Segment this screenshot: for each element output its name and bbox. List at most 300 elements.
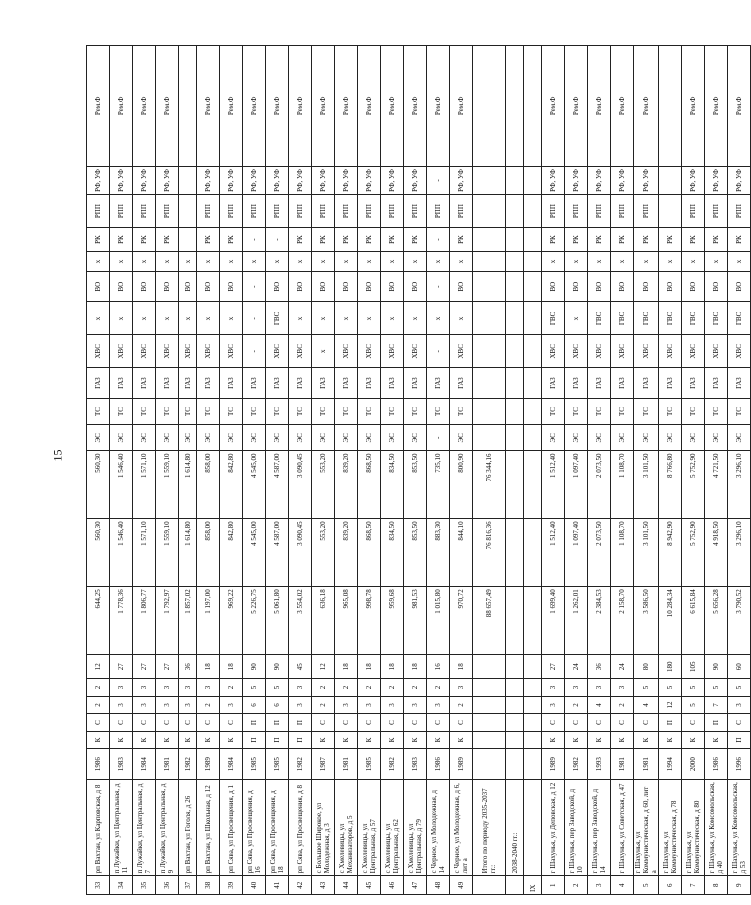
table-cell: 12 — [87, 655, 110, 679]
table-cell: 4 — [634, 696, 659, 714]
area-cell: 3 090,45 — [289, 451, 312, 519]
table-cell: х — [289, 302, 312, 335]
table-cell: 27 — [156, 655, 179, 679]
table-row — [728, 46, 751, 895]
table-cell: С — [611, 714, 634, 732]
table-cell: х — [682, 252, 705, 272]
table-cell: Рем.Ф — [197, 46, 220, 167]
area-cell: 1 614,80 — [179, 451, 197, 519]
table-cell: РК — [542, 228, 565, 252]
area-cell: 5 752,90 — [682, 451, 705, 519]
rows-2035-2037 — [87, 46, 473, 895]
table-cell: РК — [682, 228, 705, 252]
area-cell: 1 108,70 — [611, 451, 634, 519]
table-cell: РК — [381, 228, 404, 252]
table-cell: ВО — [156, 271, 179, 302]
table-cell — [506, 335, 524, 368]
table-cell: РК — [220, 228, 243, 252]
table-cell: ЭС — [243, 425, 266, 451]
table-cell — [524, 749, 542, 780]
table-cell: 18 — [358, 655, 381, 679]
table-cell: С — [220, 714, 243, 732]
table-cell — [473, 876, 506, 895]
table-cell: РК — [450, 228, 473, 252]
area-cell: 5 752,90 — [682, 519, 705, 587]
table-cell: ГАЗ — [542, 368, 565, 399]
address-cell: г Шахунья, ул Советская, д 47 — [611, 780, 634, 876]
table-cell: 3 — [728, 696, 751, 714]
address-cell: рп Сява, ул Просвещения, д 8 — [289, 780, 312, 876]
table-cell: х — [110, 302, 133, 335]
table-cell: 2 — [335, 679, 358, 697]
table-cell: ТС — [705, 398, 728, 424]
table-cell: 1982 — [565, 749, 588, 780]
table-cell: х — [312, 302, 335, 335]
address-cell: п Лужайки, ул Центральная, д 7 — [133, 780, 156, 876]
area-cell: 560,30 — [87, 519, 110, 587]
address-cell: г Шахунья, пер Заводской, д 14 — [588, 780, 611, 876]
table-row — [565, 46, 588, 895]
rows-2038-2040 — [542, 46, 751, 895]
table-cell: х — [220, 252, 243, 272]
table-cell: х — [404, 302, 427, 335]
table-cell: 1982 — [289, 749, 312, 780]
table-cell: Рем.Ф — [266, 46, 289, 167]
table-cell — [506, 425, 524, 451]
table-cell: С — [179, 714, 197, 732]
table-cell: 7 — [705, 696, 728, 714]
area-cell: 5 226,75 — [243, 587, 266, 655]
table-cell: ГВС — [659, 302, 682, 335]
table-cell: С — [682, 714, 705, 732]
table-cell: ЭС — [682, 425, 705, 451]
table-cell: П — [728, 731, 751, 749]
table-cell: РФ, УФ — [110, 166, 133, 194]
table-cell: ЭС — [156, 425, 179, 451]
table-cell: 5 — [682, 696, 705, 714]
table-row — [450, 46, 473, 895]
table-cell: 5 — [634, 679, 659, 697]
area-cell: 834,50 — [381, 519, 404, 587]
address-cell: с Хмелевицы, ул Центральная, д 62 — [381, 780, 404, 876]
table-cell: ГАЗ — [682, 368, 705, 399]
table-cell: ХВС — [611, 335, 634, 368]
table-cell: 3 — [156, 696, 179, 714]
area-cell: 1 512,40 — [542, 519, 565, 587]
table-cell: ВО — [179, 271, 197, 302]
table-cell: РФ, УФ — [156, 166, 179, 194]
table-cell: РФ, УФ — [87, 166, 110, 194]
table-cell: 2 — [404, 679, 427, 697]
table-cell: 3 — [588, 679, 611, 697]
area-cell: 1 559,10 — [156, 451, 179, 519]
table-cell: ВО — [565, 271, 588, 302]
table-cell: 18 — [220, 655, 243, 679]
table-cell: ВО — [133, 271, 156, 302]
table-cell: х — [156, 252, 179, 272]
table-cell: х — [197, 302, 220, 335]
table-cell: 24 — [565, 655, 588, 679]
table-cell: РПП — [381, 195, 404, 228]
table-cell: РПП — [682, 195, 705, 228]
table-cell: ГАЗ — [450, 368, 473, 399]
table-cell — [524, 228, 542, 252]
table-cell — [506, 195, 524, 228]
table-cell — [473, 302, 506, 335]
table-cell: С — [634, 714, 659, 732]
table-cell: х — [565, 252, 588, 272]
table-cell: ГВС — [682, 302, 705, 335]
table-cell: РПП — [634, 195, 659, 228]
area-cell: 553,20 — [312, 451, 335, 519]
table-cell: ГАЗ — [705, 368, 728, 399]
table-cell — [473, 655, 506, 679]
table-cell: РПП — [450, 195, 473, 228]
table-cell — [524, 166, 542, 194]
address-cell: рп Вахтан, ул Карповская, д 8 — [87, 780, 110, 876]
table-row — [335, 46, 358, 895]
table-cell — [506, 519, 524, 587]
table-cell: 1981 — [634, 749, 659, 780]
table-cell: 42 — [289, 876, 312, 895]
table-cell: Рем.Ф — [110, 46, 133, 167]
table-cell: 90 — [266, 655, 289, 679]
table-cell: 3 — [156, 679, 179, 697]
table-cell: 3 — [179, 679, 197, 697]
table-row — [289, 46, 312, 895]
table-cell: 2 — [87, 679, 110, 697]
table-cell: РПП — [266, 195, 289, 228]
table-cell: Рем.Ф — [611, 46, 634, 167]
table-cell: ВО — [450, 271, 473, 302]
table-cell: - — [427, 425, 450, 451]
subtotal-living-area: 76 816,36 — [473, 519, 506, 587]
table-cell: 1989 — [542, 749, 565, 780]
table-cell: ЭС — [450, 425, 473, 451]
table-cell: 105 — [682, 655, 705, 679]
table-cell: ХВС — [156, 335, 179, 368]
table-cell: ХВС — [634, 335, 659, 368]
table-cell: ХВС — [682, 335, 705, 368]
table-cell: 37 — [179, 876, 197, 895]
table-cell: 90 — [705, 655, 728, 679]
table-cell: РК — [110, 228, 133, 252]
table-cell: 39 — [220, 876, 243, 895]
table-cell: х — [179, 252, 197, 272]
table-cell: 1981 — [335, 749, 358, 780]
table-cell: - — [243, 335, 266, 368]
table-cell: РФ, УФ — [266, 166, 289, 194]
table-cell: К — [682, 731, 705, 749]
table-cell: ГАЗ — [659, 368, 682, 399]
table-cell: ЭС — [133, 425, 156, 451]
table-cell: ГАЗ — [427, 368, 450, 399]
table-cell: 45 — [289, 655, 312, 679]
table-cell: К — [381, 731, 404, 749]
table-cell: РК — [588, 228, 611, 252]
table-cell: РПП — [243, 195, 266, 228]
table-cell: 41 — [266, 876, 289, 895]
table-cell: 1983 — [404, 749, 427, 780]
table-cell: 6 — [243, 696, 266, 714]
table-cell: ТС — [588, 398, 611, 424]
table-row — [220, 46, 243, 895]
table-cell: х — [289, 252, 312, 272]
table-cell: 3 — [289, 696, 312, 714]
table-cell: РПП — [728, 195, 751, 228]
table-cell: 18 — [335, 655, 358, 679]
area-cell: 8 942,90 — [659, 519, 682, 587]
table-cell: Рем.Ф — [634, 46, 659, 167]
table-cell: 1984 — [220, 749, 243, 780]
table-cell: Рем.Ф — [358, 46, 381, 167]
table-cell: ГАЗ — [588, 368, 611, 399]
table-cell: 5 — [634, 876, 659, 895]
table-cell: ГАЗ — [197, 368, 220, 399]
table-cell: х — [110, 252, 133, 272]
table-cell: РК — [312, 228, 335, 252]
area-cell: 3 586,50 — [634, 587, 659, 655]
table-cell: 33 — [87, 876, 110, 895]
table-cell: ВО — [335, 271, 358, 302]
table-cell: 5 — [659, 679, 682, 697]
table-cell: ЭС — [289, 425, 312, 451]
table-cell — [506, 46, 524, 167]
table-cell: ГАЗ — [243, 368, 266, 399]
table-cell: П — [289, 714, 312, 732]
table-cell: х — [565, 302, 588, 335]
table-cell: К — [634, 731, 659, 749]
table-cell: РПП — [110, 195, 133, 228]
table-cell: 16 — [427, 655, 450, 679]
table-cell: х — [381, 252, 404, 272]
table-cell: 1987 — [312, 749, 335, 780]
table-cell: РФ, УФ — [728, 166, 751, 194]
table-cell — [506, 714, 524, 732]
area-cell: 644,25 — [87, 587, 110, 655]
table-cell: ГВС — [588, 302, 611, 335]
table-cell: 36 — [588, 655, 611, 679]
table-cell: 1983 — [110, 749, 133, 780]
table-cell — [506, 398, 524, 424]
table-cell: ГАЗ — [335, 368, 358, 399]
table-cell: 3 — [427, 696, 450, 714]
table-cell: К — [565, 731, 588, 749]
table-row — [156, 46, 179, 895]
table-cell: РФ, УФ — [588, 166, 611, 194]
table-cell: К — [358, 731, 381, 749]
table-cell: РФ, УФ — [381, 166, 404, 194]
table-cell: С — [87, 714, 110, 732]
table-cell — [473, 335, 506, 368]
table-cell: 7 — [682, 876, 705, 895]
table-cell — [524, 780, 542, 876]
table-cell: 1993 — [588, 749, 611, 780]
table-cell: К — [197, 731, 220, 749]
table-cell: РФ, УФ — [220, 166, 243, 194]
table-row — [634, 46, 659, 895]
table-cell: 2 — [312, 696, 335, 714]
table-cell: ВО — [266, 271, 289, 302]
table-cell: К — [110, 731, 133, 749]
table-cell: РК — [289, 228, 312, 252]
table-cell — [524, 302, 542, 335]
table-cell: ХВС — [728, 335, 751, 368]
area-cell: 1 546,40 — [110, 519, 133, 587]
table-cell: ЭС — [565, 425, 588, 451]
table-cell: х — [197, 252, 220, 272]
area-cell: 839,20 — [335, 451, 358, 519]
area-cell: 998,78 — [358, 587, 381, 655]
table-cell: К — [542, 731, 565, 749]
table-row — [611, 46, 634, 895]
table-cell: 3 — [588, 876, 611, 895]
area-cell: 3 101,50 — [634, 451, 659, 519]
area-cell: 1 015,80 — [427, 587, 450, 655]
area-cell: 1 699,40 — [542, 587, 565, 655]
table-cell: ЭС — [611, 425, 634, 451]
table-cell: 5 — [266, 679, 289, 697]
area-cell: 10 284,34 — [659, 587, 682, 655]
area-cell: 1 792,97 — [156, 587, 179, 655]
table-cell: ТС — [381, 398, 404, 424]
area-cell: 969,22 — [220, 587, 243, 655]
table-cell: 18 — [404, 655, 427, 679]
table-cell: 3 — [289, 679, 312, 697]
table-cell: ТС — [565, 398, 588, 424]
table-cell — [473, 714, 506, 732]
table-cell: ТС — [197, 398, 220, 424]
table-cell: 3 — [450, 679, 473, 697]
area-cell: 2 158,70 — [611, 587, 634, 655]
table-cell: 49 — [450, 876, 473, 895]
table-cell: ТС — [289, 398, 312, 424]
address-cell: г Шахунья, ул Комсомольская, д 40 — [705, 780, 728, 876]
table-cell: ТС — [87, 398, 110, 424]
table-cell: Рем.Ф — [450, 46, 473, 167]
table-cell: - — [243, 302, 266, 335]
table-cell: К — [659, 731, 682, 749]
table-cell — [524, 519, 542, 587]
address-cell: г Шахунья, ул Коммунистическая, д 60, лит а — [634, 780, 659, 876]
table-cell: ЭС — [728, 425, 751, 451]
table-cell: Рем.Ф — [335, 46, 358, 167]
table-cell: х — [220, 302, 243, 335]
table-cell: 27 — [542, 655, 565, 679]
table-cell: 2 — [358, 679, 381, 697]
table-cell: ВО — [289, 271, 312, 302]
table-cell: 1985 — [358, 749, 381, 780]
table-cell: 2 — [565, 876, 588, 895]
table-cell: 1984 — [133, 749, 156, 780]
area-cell: 868,50 — [358, 451, 381, 519]
table-cell: РФ, УФ — [243, 166, 266, 194]
address-cell: г Шахунья, ул Комсомольская, д 53 — [728, 780, 751, 876]
table-cell: ТС — [220, 398, 243, 424]
area-cell: 1 262,01 — [565, 587, 588, 655]
table-cell: 3 — [197, 679, 220, 697]
table-cell: Рем.Ф — [87, 46, 110, 167]
table-cell: РФ, УФ — [289, 166, 312, 194]
table-cell: ТС — [335, 398, 358, 424]
table-cell: 1985 — [266, 749, 289, 780]
table-cell: РПП — [133, 195, 156, 228]
table-cell: ЭС — [197, 425, 220, 451]
table-cell: х — [156, 302, 179, 335]
area-cell: 1 571,10 — [133, 519, 156, 587]
table-cell: ТС — [427, 398, 450, 424]
table-cell — [524, 398, 542, 424]
table-cell: РК — [404, 228, 427, 252]
table-row — [542, 46, 565, 895]
table-cell: 80 — [634, 655, 659, 679]
table-cell: 1996 — [728, 749, 751, 780]
table-cell: 2 — [87, 696, 110, 714]
address-cell: рп Сява, ул Просвещения, д 16 — [243, 780, 266, 876]
table-cell: 90 — [243, 655, 266, 679]
area-cell: 3 296,10 — [728, 519, 751, 587]
subtotal-residential-area: 76 344,16 — [473, 451, 506, 519]
address-cell: г Шахунья, ул Деповская, д 12 — [542, 780, 565, 876]
table-cell — [506, 302, 524, 335]
table-cell: РПП — [197, 195, 220, 228]
table-cell: ГАЗ — [220, 368, 243, 399]
table-cell: РПП — [335, 195, 358, 228]
table-cell: К — [87, 731, 110, 749]
table-cell: ГАЗ — [358, 368, 381, 399]
table-cell: П — [266, 731, 289, 749]
table-cell: ЭС — [312, 425, 335, 451]
table-cell: РФ, УФ — [133, 166, 156, 194]
area-cell: 844,10 — [450, 519, 473, 587]
table-cell: РФ, УФ — [705, 166, 728, 194]
area-cell: 853,50 — [404, 451, 427, 519]
table-cell: - — [243, 271, 266, 302]
table-cell: ГАЗ — [87, 368, 110, 399]
table-cell: П — [289, 731, 312, 749]
table-cell: 2000 — [682, 749, 705, 780]
address-cell: рп Сява, ул Просвещения, д 1 — [220, 780, 243, 876]
table-cell: ТС — [358, 398, 381, 424]
table-cell: К — [156, 731, 179, 749]
table-cell: ВО — [682, 271, 705, 302]
address-cell: рп Вахтан, ул Школьная, д 12 — [197, 780, 220, 876]
table-cell: С — [335, 714, 358, 732]
table-cell: 4 — [611, 876, 634, 895]
area-cell: 970,72 — [450, 587, 473, 655]
table-cell: 27 — [110, 655, 133, 679]
area-cell: 1 806,77 — [133, 587, 156, 655]
subtotal-row — [473, 46, 506, 895]
table-cell: К — [427, 731, 450, 749]
table-cell: 38 — [197, 876, 220, 895]
table-cell: РФ, УФ — [634, 166, 659, 194]
table-cell: х — [634, 252, 659, 272]
area-cell: 965,08 — [335, 587, 358, 655]
table-cell: РК — [634, 228, 659, 252]
table-cell: 2 — [312, 679, 335, 697]
table-cell: ХВС — [588, 335, 611, 368]
table-cell: ГАЗ — [404, 368, 427, 399]
table-cell: ХВС — [266, 335, 289, 368]
table-cell — [524, 587, 542, 655]
table-cell: ЭС — [404, 425, 427, 451]
table-cell: ХВС — [133, 335, 156, 368]
table-cell: ГАЗ — [110, 368, 133, 399]
table-cell: ГАЗ — [266, 368, 289, 399]
table-cell: 3 — [565, 679, 588, 697]
table-cell: ЭС — [220, 425, 243, 451]
